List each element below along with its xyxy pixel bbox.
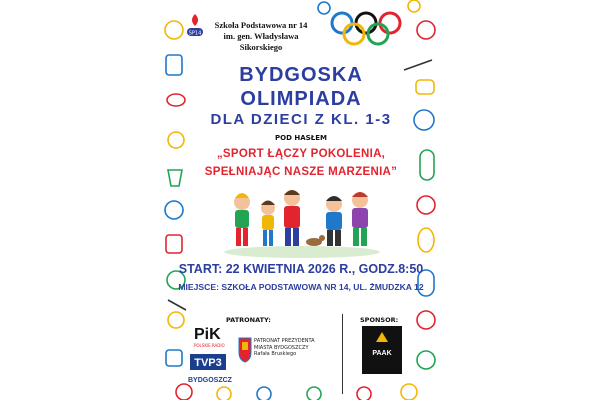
motto-line-1: „SPORT ŁĄCZY POKOLENIA,	[216, 148, 386, 160]
school-line: Sikorskiego	[239, 42, 283, 52]
president-patronage	[254, 338, 334, 358]
paak-mark-icon	[362, 326, 402, 346]
sponsor-logo	[362, 326, 402, 374]
patron-line: PATRONAT PREZYDENTA	[254, 338, 315, 344]
tvp-city: BYDGOSZCZ	[188, 377, 232, 384]
patron-line: Rafała Bruskiego	[254, 351, 297, 357]
patrons-label: PATRONATY:	[226, 316, 271, 324]
city-crest-icon	[238, 336, 252, 364]
pik-subtitle: POLSKIE RADIO	[194, 343, 225, 348]
olympiad-poster	[164, 0, 438, 400]
motto-line-2: SPEŁNIAJĄC NASZE MARZENIA”	[204, 166, 398, 178]
divider	[342, 314, 343, 394]
tvp-name: TVP3	[194, 357, 222, 369]
event-start: START: 22 KWIETNIA 2026 R., GODZ.8:50	[178, 262, 424, 276]
patron-line: MIASTA BYDGOSZCZY	[254, 344, 309, 351]
sponsor-label: SPONSOR:	[360, 316, 399, 324]
school-name	[206, 20, 316, 53]
running-family-illustration	[222, 186, 382, 258]
event-place: MIEJSCE: SZKOŁA PODSTAWOWA NR 14, UL. ŻMUDZKA 12	[178, 282, 424, 292]
motto-label: POD HASŁEM	[275, 134, 327, 142]
sponsor-name: PAAK	[372, 350, 392, 357]
school-badge: SP14	[188, 30, 202, 36]
tvp3-logo	[188, 352, 232, 388]
title-line-2: OLIMPIADA	[240, 88, 362, 110]
pik-radio-logo	[194, 323, 228, 349]
school-line: Szkoła Podstawowa nr 14	[214, 20, 308, 30]
title-line-1: BYDGOSKA	[239, 64, 363, 86]
pik-name: PiK	[194, 326, 221, 343]
school-logo-icon	[186, 12, 204, 36]
title-line-3: DLA DZIECI Z KL. 1-3	[210, 111, 392, 128]
school-line: im. gen. Władysława	[223, 31, 299, 41]
olympic-rings-icon	[328, 10, 408, 50]
